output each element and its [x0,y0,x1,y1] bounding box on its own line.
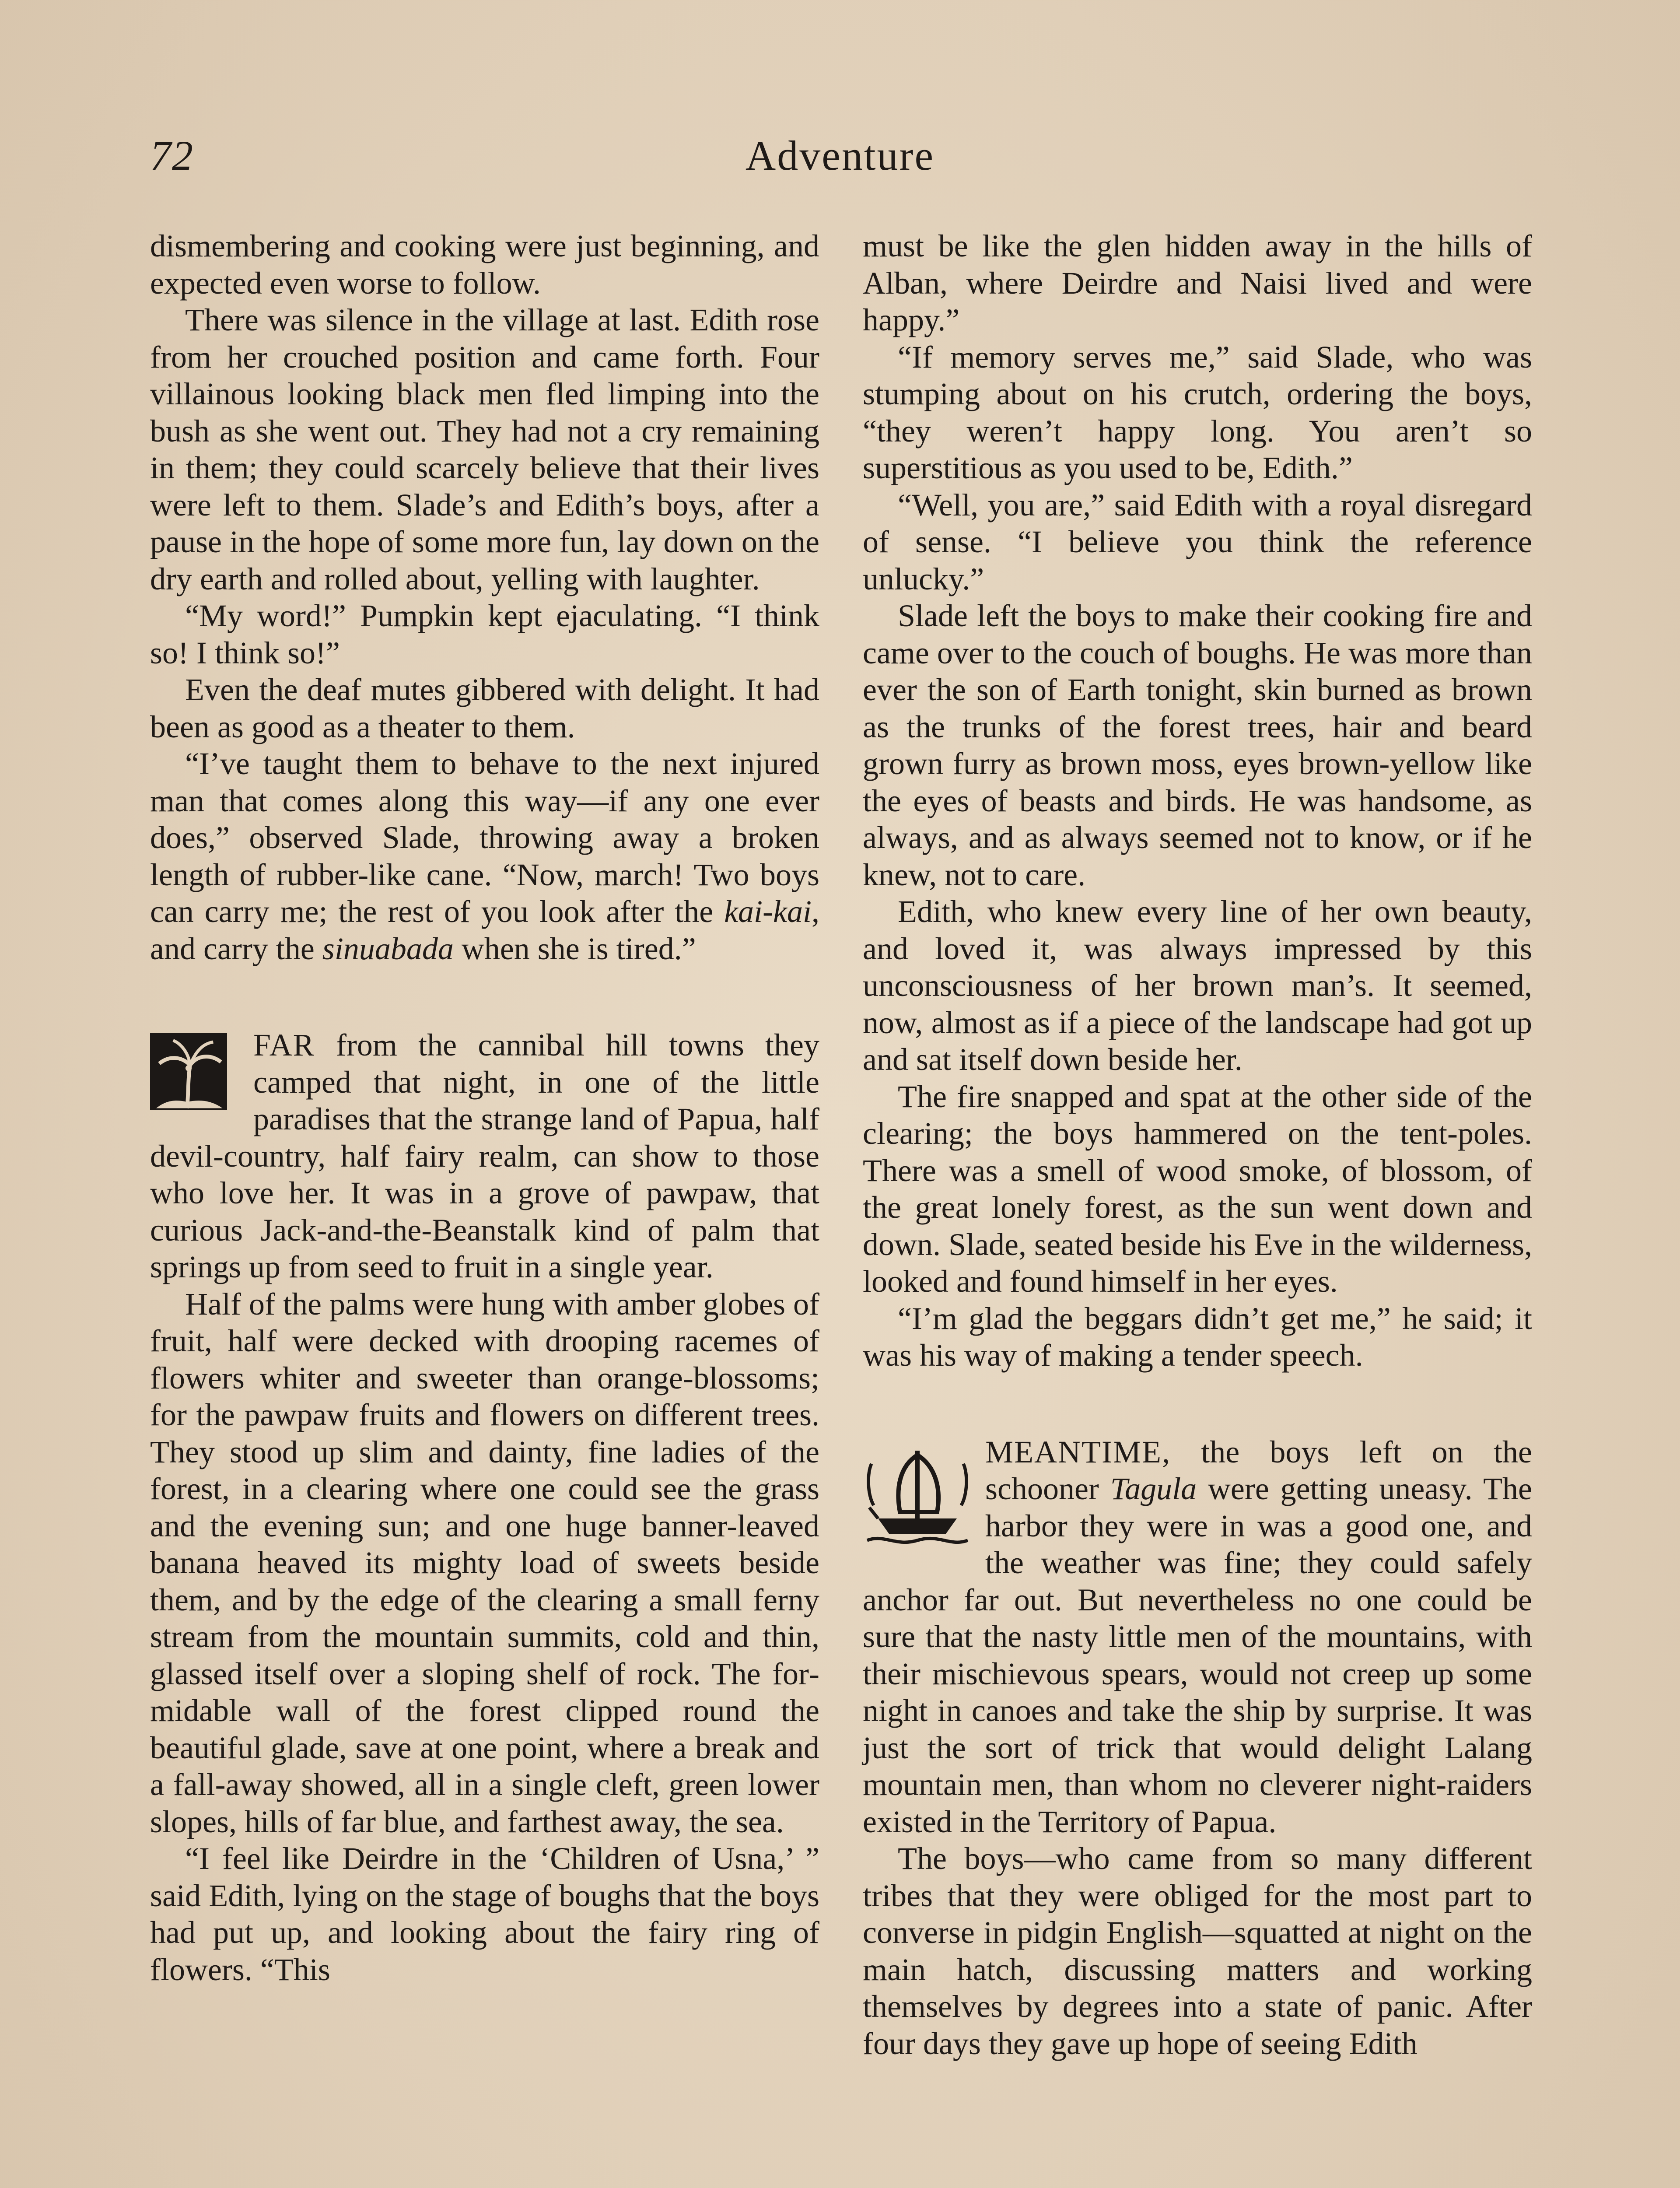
section-opening [150,1027,819,1286]
text-run: were getting uneasy. The harbor they were in was a good one, and the weather was fine; they could safely anchor far out. But nevertheless no one could be sure that the nasty little men of the mountains, with their mischievous spears, would not creep up some night in canoes and take the ship by surprise. It was just the sort of trick that would delight Lalang mountain men, than whom no cleverer night-raiders existed in the Territory of Papua. [863,1471,1533,1839]
paragraph: The fire snapped and spat at the other side of the clearing; the boys hammered on the tent-poles. There was a smell of wood smoke, of blossom, of the great lonely forest, as the sun went down and down. Slade, seated beside his Eve in the wilderness, looked and found himself in her eyes. [863,1079,1532,1299]
section-opening [863,1434,1532,1841]
running-head-title: Adventure [745,132,935,179]
paragraph: Slade left the boys to make their cooking fire and came over to the couch of boughs. He was more than ever the son of Earth tonight, skin burned as brown as the trunks of the forest trees, hair and beard grown furry as brown moss, eyes brown-yellow like the eyes of beasts and birds. He was handsome, as always, and as always seemed not to know, or if he knew, not to care. [863,598,1532,892]
paragraph: “My word!” Pumpkin kept ejaculating. “I think so! I think so!” [150,598,819,670]
text-run: , and carry the [150,894,819,966]
italic-term: kai-kai [724,894,812,929]
page-number: 72 [150,132,194,179]
text-run: “I’ve taught them to behave to the next injured man that comes along this way—if any one ever does,” observed Slade, throwing away a broken length of rubber-like cane. “Now, march! Two boys can carry me; the rest of you look after the [150,746,819,929]
palm-tree-ornament-icon [150,1033,227,1110]
paragraph: must be like the glen hidden away in the hills of Alban, where Deirdre and Naisi lived and were happy.” [863,228,1532,337]
paragraph: Edith, who knew every line of her own beauty, and loved it, was always impressed by this unconsciousness of her brown man’s. It seemed, now, almost as if a piece of the landscape had got up and sat itself down beside her. [863,894,1532,1077]
paragraph: dismembering and cooking were just beginning, and expected even worse to follow. [150,228,819,301]
paragraph: The boys—who came from so many different tribes that they were obliged for the most part to converse in pidgin English—squatted at night on the main hatch, discussing matters and working themselves by degrees into a state of panic. After four days they gave up hope of seeing Edith [863,1841,1532,2061]
paragraph: “If memory serves me,” said Slade, who was stumping about on his crutch, ordering the boys, “they weren’t happy long. You aren’t so superstitious as you used to be, Edith.” [863,339,1532,485]
paragraph: “I feel like Deirdre in the ‘Children of Usna,’ ” said Edith, lying on the stage of boughs that the boys had put up, and looking about the fairy ring of flowers. “This [150,1841,819,1987]
italic-term: sinuabada [322,931,454,966]
paragraph: “I’m glad the beggars didn’t get me,” he said; it was his way of making a tender speech. [863,1301,1532,1373]
paragraph: There was silence in the village at last. Edith rose from her crouched position and came forth. Four villainous looking black men fled limping into the bush as she went out. They had not a cry remaining in them; they could scarcely believe that their lives were left to them. Slade’s and Edith’s boys, after a pause in the hope of some more fun, lay down on the dry earth and rolled about, yelling with laughter. [150,302,819,596]
paragraph [150,745,819,967]
ship-name: Tagula [1110,1471,1197,1506]
right-column [863,228,1532,2062]
text-run: the boys left on the schooner [985,1434,1532,1506]
paragraph: “Well, you are,” said Edith with a royal disregard of sense. “I believe you think the reference unlucky.” [863,487,1532,596]
section-break-far [150,1027,819,1988]
text-run: when she is tired.” [453,931,696,966]
section-lead-word: FAR [253,1027,315,1062]
section-break-meantime [863,1434,1532,2062]
paragraph: Even the deaf mutes gibbered with delight. It had been as good as a theater to them. [150,672,819,744]
section-lead-word: MEANTIME, [985,1434,1171,1469]
section-first-paragraph [150,1027,819,1286]
sailing-ship-ornament-icon [863,1440,972,1549]
text-run: from the cannibal hill towns they camped that night, in one of the little paradises that the strange land of Papua, half devil-country, half fairy realm, can show to those who love her. It was in a grove of pawpaw, that curious Jack-and-the-Beanstalk kind of palm that springs up from seed to fruit in a single year. [150,1027,819,1284]
left-column [150,228,819,1988]
paragraph: Half of the palms were hung with amber globes of fruit, half were decked with drooping racemes of flowers whiter and sweeter than orange-blossoms; for the pawpaw fruits and flowers on different trees. They stood up slim and dainty, fine ladies of the forest, in a clearing where one could see the grass and the evening sun; and one huge banner-leaved banana heaved its mighty load of sweets beside them, and by the edge of the clearing a small ferny stream from the mountain summits, cold and thin, glassed itself over a sloping shelf of rock. The formidable wall of the forest clipped round the beautiful glade, save at one point, where a break and a fall-away showed, all in a single cleft, green lower slopes, hills of far blue, and farthest away, the sea. [150,1286,819,1839]
